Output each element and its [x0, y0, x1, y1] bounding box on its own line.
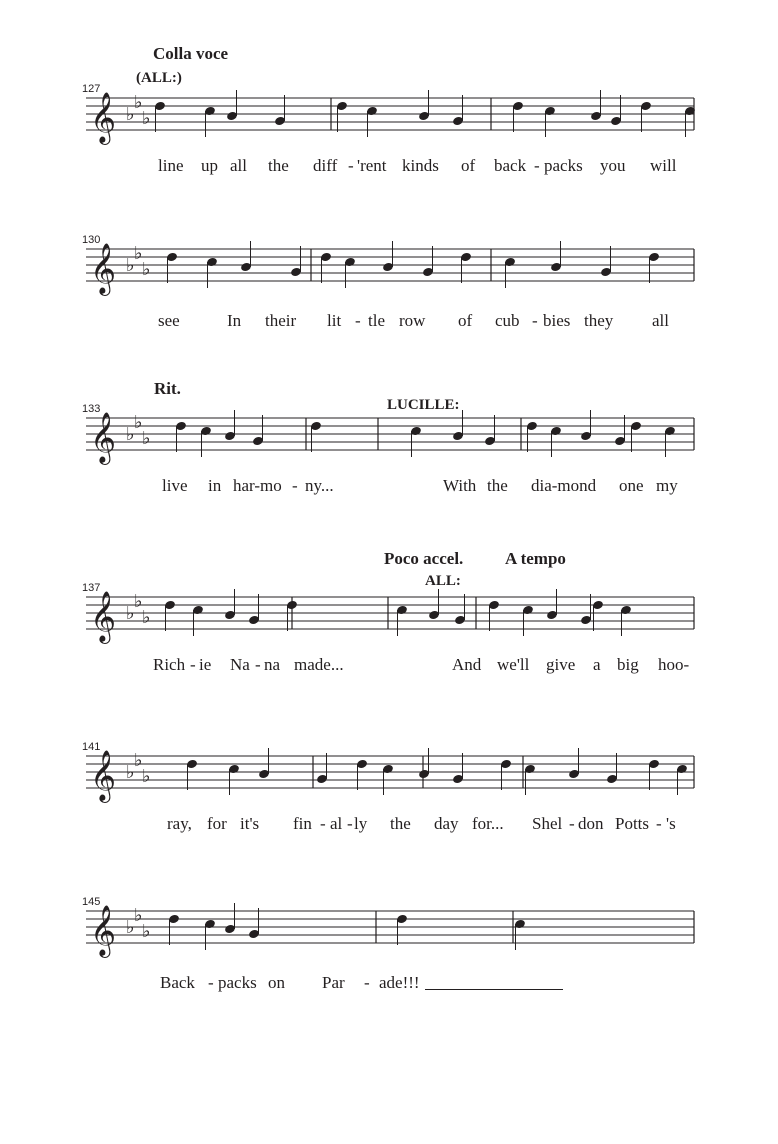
lyric-syllable: - [364, 973, 370, 992]
lyric-syllable: - [255, 655, 261, 674]
lyric-syllable: har-mo [233, 476, 282, 495]
music-staff [86, 243, 694, 294]
lyric-syllable: diff [313, 156, 338, 175]
lyric-syllable: bies [543, 311, 571, 330]
lyric-syllable: packs [218, 973, 257, 992]
tempo-marking: Rit. [154, 379, 181, 398]
lyric-syllable: big [617, 655, 639, 674]
part-label: ALL: [425, 573, 461, 589]
lyric-syllable: row [399, 311, 426, 330]
staff-notation [86, 412, 694, 463]
staff-notation [86, 905, 694, 956]
lyrics-line [0, 156, 778, 178]
measure-number: 127 [82, 83, 101, 95]
lyric-syllable: live [162, 476, 188, 495]
lyric-syllable: their [265, 311, 297, 330]
lyric-syllable: tle [368, 311, 385, 330]
lyric-syllable: my [656, 476, 678, 495]
flat-icon: ♭ [134, 905, 143, 926]
tempo-marking: Poco accel. [384, 549, 464, 568]
lyrics-line [0, 311, 778, 333]
lyrics-line [0, 973, 778, 995]
measure-number: 141 [82, 741, 101, 753]
flat-icon: ♭ [134, 412, 143, 433]
lyric-syllable: all [230, 156, 247, 175]
lyric-syllable: Potts [615, 814, 650, 833]
part-label: (ALL:) [136, 70, 182, 86]
lyric-syllable: cub [495, 311, 520, 330]
lyrics-line [0, 814, 778, 836]
lyric-syllable: will [650, 156, 677, 175]
flat-icon: ♭ [134, 243, 143, 264]
flat-icon: ♭ [142, 607, 151, 628]
lyric-syllable: all [652, 311, 669, 330]
lyric-syllable: - [190, 655, 196, 674]
flat-icon: ♭ [142, 108, 151, 129]
lyric-syllable: In [227, 311, 242, 330]
flat-icon: ♭ [142, 921, 151, 942]
flat-icon: ♭ [134, 591, 143, 612]
flat-icon: ♭ [134, 750, 143, 771]
lyric-syllable: - [320, 814, 326, 833]
staff-notation [86, 750, 694, 801]
lyric-syllable: of [458, 311, 473, 330]
lyric-syllable: up [201, 156, 218, 175]
lyric-syllable: for [207, 814, 227, 833]
staff-notation [86, 92, 694, 143]
lyric-syllable: Back [160, 973, 195, 992]
lyric-syllable: na [264, 655, 281, 674]
lyric-syllable: lit [327, 311, 342, 330]
treble-clef-icon: 𝄞 [90, 412, 117, 463]
lyric-syllable: see [158, 311, 180, 330]
measure-number: 130 [82, 234, 101, 246]
flat-icon: ♭ [126, 424, 135, 445]
part-label: LUCILLE: [387, 397, 460, 413]
lyric-syllable: ny... [305, 476, 334, 495]
lyrics-line [0, 655, 778, 677]
music-staff [86, 591, 694, 642]
lyric-syllable: we'll [497, 655, 530, 674]
lyric-syllable: - [569, 814, 575, 833]
music-staff [86, 92, 694, 143]
lyric-syllable: for... [472, 814, 504, 833]
measure-number: 133 [82, 403, 101, 415]
lyric-syllable: made... [294, 655, 344, 674]
lyric-syllable: Shel [532, 814, 563, 833]
treble-clef-icon: 𝄞 [90, 905, 117, 956]
lyric-syllable: day [434, 814, 459, 833]
lyric-syllable: packs [544, 156, 583, 175]
flat-icon: ♭ [126, 917, 135, 938]
treble-clef-icon: 𝄞 [90, 243, 117, 294]
lyric-syllable: ade!!! [379, 973, 420, 992]
flat-icon: ♭ [142, 259, 151, 280]
lyric-syllable: fin [293, 814, 312, 833]
lyric-syllable: of [461, 156, 476, 175]
treble-clef-icon: 𝄞 [90, 591, 117, 642]
treble-clef-icon: 𝄞 [90, 92, 117, 143]
music-staff [86, 412, 694, 463]
lyric-syllable: the [390, 814, 411, 833]
staff-notation [86, 243, 694, 294]
lyric-syllable: And [452, 655, 482, 674]
lyric-syllable: hoo- [658, 655, 690, 674]
lyric-syllable: ly [354, 814, 368, 833]
lyric-syllable: al [330, 814, 343, 833]
lyric-syllable: don [578, 814, 604, 833]
flat-icon: ♭ [126, 762, 135, 783]
lyric-syllable: they [584, 311, 614, 330]
lyric-syllable: on [268, 973, 285, 992]
flat-icon: ♭ [134, 92, 143, 113]
lyric-syllable: - [534, 156, 540, 175]
flat-icon: ♭ [126, 104, 135, 125]
lyric-syllable: - [348, 156, 354, 175]
lyric-syllable: the [268, 156, 289, 175]
flat-icon: ♭ [126, 603, 135, 624]
staff-notation [86, 591, 694, 642]
lyric-syllable: line [158, 156, 184, 175]
tempo-marking: A tempo [505, 549, 566, 568]
lyric-syllable: the [487, 476, 508, 495]
measure-number: 137 [82, 582, 101, 594]
lyric-syllable: Na [230, 655, 250, 674]
flat-icon: ♭ [142, 766, 151, 787]
music-staff [86, 750, 694, 801]
lyric-syllable: kinds [402, 156, 439, 175]
flat-icon: ♭ [142, 428, 151, 449]
flat-icon: ♭ [126, 255, 135, 276]
lyric-syllable: - [208, 973, 214, 992]
lyric-syllable: - [292, 476, 298, 495]
lyric-syllable: back [494, 156, 527, 175]
lyric-syllable: it's [240, 814, 260, 833]
treble-clef-icon: 𝄞 [90, 750, 117, 801]
music-staff [86, 905, 694, 956]
lyric-syllable: Par [322, 973, 345, 992]
lyric-syllable: a [593, 655, 601, 674]
lyric-syllable: ie [199, 655, 212, 674]
lyric-extender-line [425, 989, 563, 990]
lyric-syllable: give [546, 655, 576, 674]
measure-number: 145 [82, 896, 101, 908]
tempo-marking: Colla voce [153, 44, 229, 63]
lyric-syllable: - [355, 311, 361, 330]
lyric-syllable: - [532, 311, 538, 330]
lyric-syllable: you [600, 156, 626, 175]
lyric-syllable: one [619, 476, 644, 495]
lyric-syllable: dia-mond [531, 476, 597, 495]
lyrics-line [0, 476, 778, 498]
lyric-syllable: Rich [153, 655, 186, 674]
lyric-syllable: With [443, 476, 477, 495]
lyric-syllable: 's [666, 814, 676, 833]
lyric-syllable: - [347, 814, 353, 833]
lyric-syllable: 'rent [357, 156, 387, 175]
lyric-syllable: in [208, 476, 222, 495]
lyric-syllable: ray, [167, 814, 192, 833]
lyric-syllable: - [656, 814, 662, 833]
